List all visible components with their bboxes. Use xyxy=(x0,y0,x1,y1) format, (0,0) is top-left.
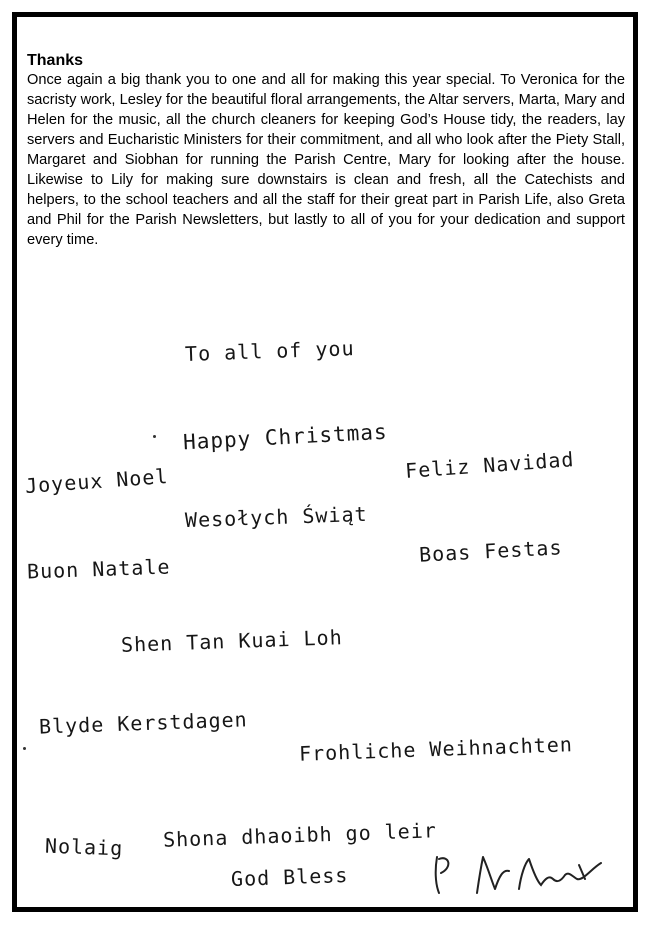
greeting-buon-natale: Buon Natale xyxy=(26,554,171,584)
thanks-section xyxy=(27,51,625,250)
greeting-wesolych-swiat: Wesołych Świąt xyxy=(184,501,368,533)
priest-signature xyxy=(429,849,619,899)
ink-speck xyxy=(153,435,156,438)
greeting-joyeux-noel: Joyeux Noel xyxy=(24,464,170,498)
thanks-heading: Thanks xyxy=(27,52,84,69)
thanks-body: Once again a big thank you to one and all for making this year special. To Veronica for the sacristy work, Lesley for the beautiful floral arrangements, the Altar servers, Marta, Mary and Helen for the music, all the church cleaners for keeping God’s House tidy, the readers, lay servers and Eucharistic Ministers for their commitment, and all who look after the Piety Stall, Margaret and Siobhan for running the Parish Centre, Mary for looking after the house. Likewise to Lily for making sure downstairs is clean and fresh, all the Catechists and helpers, to the school teachers and all the staff for their great part in Parish Life, also Greta and Phil for the Parish Newsletters, but lastly to all of you for your dedication and support every time. xyxy=(27,72,625,248)
greeting-blyde-kerstdagen: Blyde Kerstdagen xyxy=(38,707,249,739)
greeting-boas-festas: Boas Festas xyxy=(418,535,563,567)
ink-speck xyxy=(23,747,26,750)
greeting-happy-christmas: Happy Christmas xyxy=(182,419,389,455)
newsletter-page xyxy=(12,12,638,912)
greeting-intro: To all of you xyxy=(184,336,355,366)
greeting-shen-tan-kuai-loh: Shen Tan Kuai Loh xyxy=(120,625,344,657)
greeting-shona-dhaoibh: Shona dhaoibh go leir xyxy=(162,818,438,852)
greeting-frohliche-weihnachten: Frohliche Weihnachten xyxy=(298,732,574,766)
greeting-god-bless: God Bless xyxy=(230,862,349,892)
greeting-nolaig: Nolaig xyxy=(44,833,124,861)
greeting-feliz-navidad: Feliz Navidad xyxy=(404,447,576,483)
